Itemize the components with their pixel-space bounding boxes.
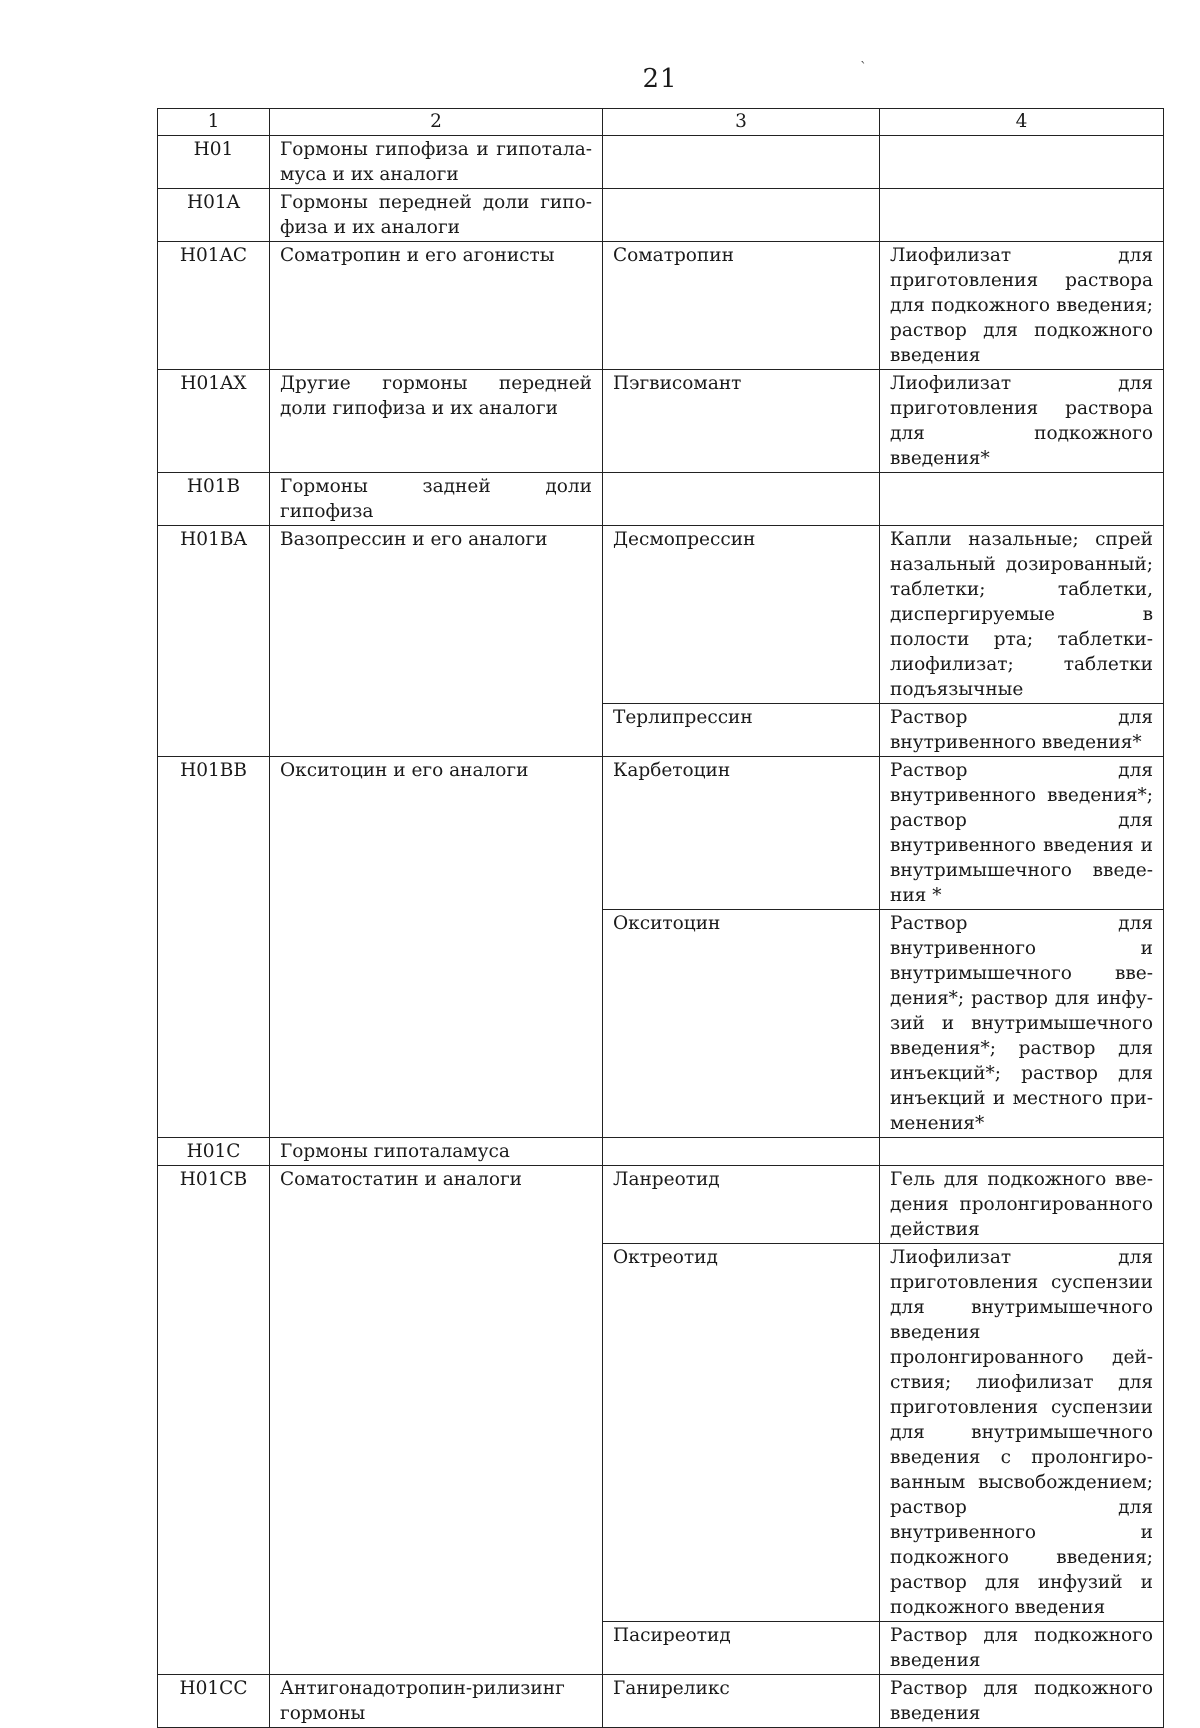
drug-name: Окситоцин xyxy=(603,910,880,1138)
page-number: 21 xyxy=(642,64,678,94)
group-name: Другие гормоны передней доли гипофиза и их аналоги xyxy=(270,370,603,473)
drug-name xyxy=(603,1138,880,1166)
drug-name: Терлипрессин xyxy=(603,704,880,757)
group-name: Антигонадотропин-рилизинг гормоны xyxy=(270,1675,603,1728)
column-header-1: 1 xyxy=(158,109,270,136)
drug-classification-table xyxy=(157,108,1164,1728)
table-row xyxy=(158,189,1164,242)
drug-name: Ланреотид xyxy=(603,1166,880,1244)
group-name: Гормоны передней доли гипофиза и их аналоги xyxy=(270,189,603,242)
atc-code: H01CC xyxy=(158,1675,270,1728)
table-row xyxy=(158,136,1164,189)
dosage-form: Раствор для внутривенного введения*; раствор для внутривенного введения и внутримышечного введения * xyxy=(880,757,1164,910)
atc-code: H01 xyxy=(158,136,270,189)
atc-code: H01B xyxy=(158,473,270,526)
atc-code: H01AX xyxy=(158,370,270,473)
drug-name: Десмопрессин xyxy=(603,526,880,704)
dosage-form: Лиофилизат для приготовления раствора для подкожного введения; раствор для подкожного введения xyxy=(880,242,1164,370)
dosage-form: Капли назальные; спрей назальный дозированный; таблетки; таблетки, диспергируемые в полости рта; таблетки-лиофилизат; таблетки подъязычные xyxy=(880,526,1164,704)
group-name: Гормоны задней доли гипофиза xyxy=(270,473,603,526)
table-row xyxy=(158,1675,1164,1728)
dosage-form xyxy=(880,473,1164,526)
dosage-form: Раствор для внутривенного и внутримышечного введения*; раствор для инфузий и внутримышечного введения*; раствор для инъекций*; раствор для инъекций и местного применения* xyxy=(880,910,1164,1138)
column-header-3: 3 xyxy=(603,109,880,136)
drug-name: Октреотид xyxy=(603,1244,880,1622)
table-row xyxy=(158,242,1164,370)
table-header-row xyxy=(158,109,1164,136)
dosage-form xyxy=(880,1138,1164,1166)
dosage-form: Раствор для подкожного введения xyxy=(880,1675,1164,1728)
dosage-form: Раствор для внутривенного введения* xyxy=(880,704,1164,757)
drug-name xyxy=(603,136,880,189)
table-row xyxy=(158,526,1164,704)
atc-code: H01C xyxy=(158,1138,270,1166)
group-name: Вазопрессин и его аналоги xyxy=(270,526,603,757)
drug-name xyxy=(603,189,880,242)
atc-code: H01BB xyxy=(158,757,270,1138)
column-header-4: 4 xyxy=(880,109,1164,136)
group-name: Гормоны гипоталамуса xyxy=(270,1138,603,1166)
column-header-2: 2 xyxy=(270,109,603,136)
group-name: Гормоны гипофиза и гипоталамуса и их аналоги xyxy=(270,136,603,189)
dosage-form xyxy=(880,189,1164,242)
table-row xyxy=(158,757,1164,910)
drug-name: Пэгвисомант xyxy=(603,370,880,473)
table-row xyxy=(158,473,1164,526)
table-row xyxy=(158,1138,1164,1166)
group-name: Окситоцин и его аналоги xyxy=(270,757,603,1138)
dosage-form: Гель для подкожного введения пролонгированного действия xyxy=(880,1166,1164,1244)
atc-code: H01BA xyxy=(158,526,270,757)
drug-name: Пасиреотид xyxy=(603,1622,880,1675)
dosage-form: Лиофилизат для приготовления суспензии для внутримышечного введения пролонгированного действия; лиофилизат для приготовления суспензии для внутримышечного введения с пролонгированным высвобождением; раствор для внутривенного и подкожного введения; раствор для инфузий и подкожного введения xyxy=(880,1244,1164,1622)
dosage-form: Лиофилизат для приготовления раствора для подкожного введения* xyxy=(880,370,1164,473)
table-row xyxy=(158,1166,1164,1244)
dosage-form xyxy=(880,136,1164,189)
group-name: Соматостатин и аналоги xyxy=(270,1166,603,1675)
stray-mark: ` xyxy=(860,60,867,76)
drug-name xyxy=(603,473,880,526)
drug-name: Карбетоцин xyxy=(603,757,880,910)
group-name: Соматропин и его агонисты xyxy=(270,242,603,370)
dosage-form: Раствор для подкожного введения xyxy=(880,1622,1164,1675)
atc-code: H01AC xyxy=(158,242,270,370)
atc-code: H01CB xyxy=(158,1166,270,1675)
drug-name: Соматропин xyxy=(603,242,880,370)
table-row xyxy=(158,370,1164,473)
atc-code: H01A xyxy=(158,189,270,242)
drug-name: Ганиреликс xyxy=(603,1675,880,1728)
